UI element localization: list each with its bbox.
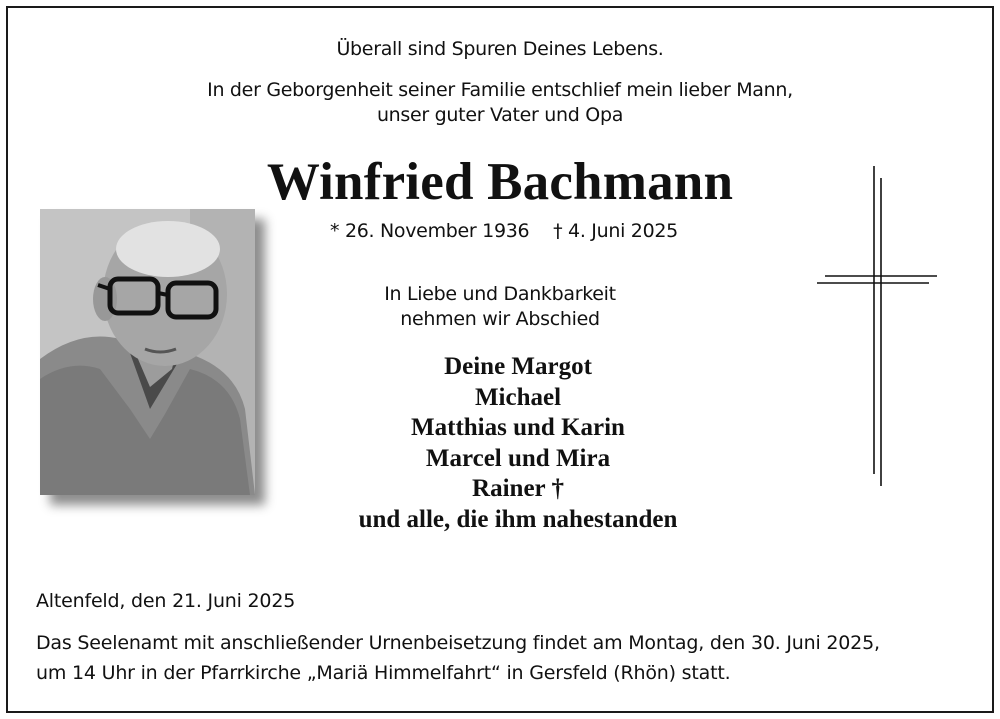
mourner-name: Michael bbox=[474, 383, 562, 411]
mourner-name: Matthias und Karin bbox=[411, 414, 625, 442]
farewell-line-2: nehmen wir Abschied bbox=[400, 308, 600, 330]
cross-icon bbox=[815, 166, 940, 486]
funeral-notice-line-2: um 14 Uhr in der Pfarrkirche „Mariä Himmelfahrt“ in Gersfeld (Rhön) statt. bbox=[36, 662, 731, 684]
mourner-name: und alle, die ihm nahestanden bbox=[358, 505, 678, 533]
death-date: † 4. Juni 2025 bbox=[553, 220, 678, 242]
mourner-name: Rainer † bbox=[472, 475, 564, 503]
deceased-name: Winfried Bachmann bbox=[266, 153, 734, 211]
place-and-date: Altenfeld, den 21. Juni 2025 bbox=[36, 590, 296, 612]
mourner-name: Deine Margot bbox=[444, 353, 592, 380]
funeral-notice-line-1: Das Seelenamt mit anschließender Urnenbeisetzung findet am Montag, den 30. Juni 2025, bbox=[36, 632, 880, 654]
intro-line-2: unser guter Vater und Opa bbox=[376, 104, 624, 126]
intro-line-1: In der Geborgenheit seiner Familie entschlief mein lieber Mann, bbox=[207, 79, 793, 101]
mourner-name: Marcel und Mira bbox=[425, 444, 611, 472]
birth-date: * 26. November 1936 bbox=[330, 220, 530, 242]
farewell-line-1: In Liebe und Dankbarkeit bbox=[384, 283, 616, 305]
life-dates bbox=[330, 220, 710, 242]
memorial-quote: Überall sind Spuren Deines Lebens. bbox=[336, 38, 664, 60]
